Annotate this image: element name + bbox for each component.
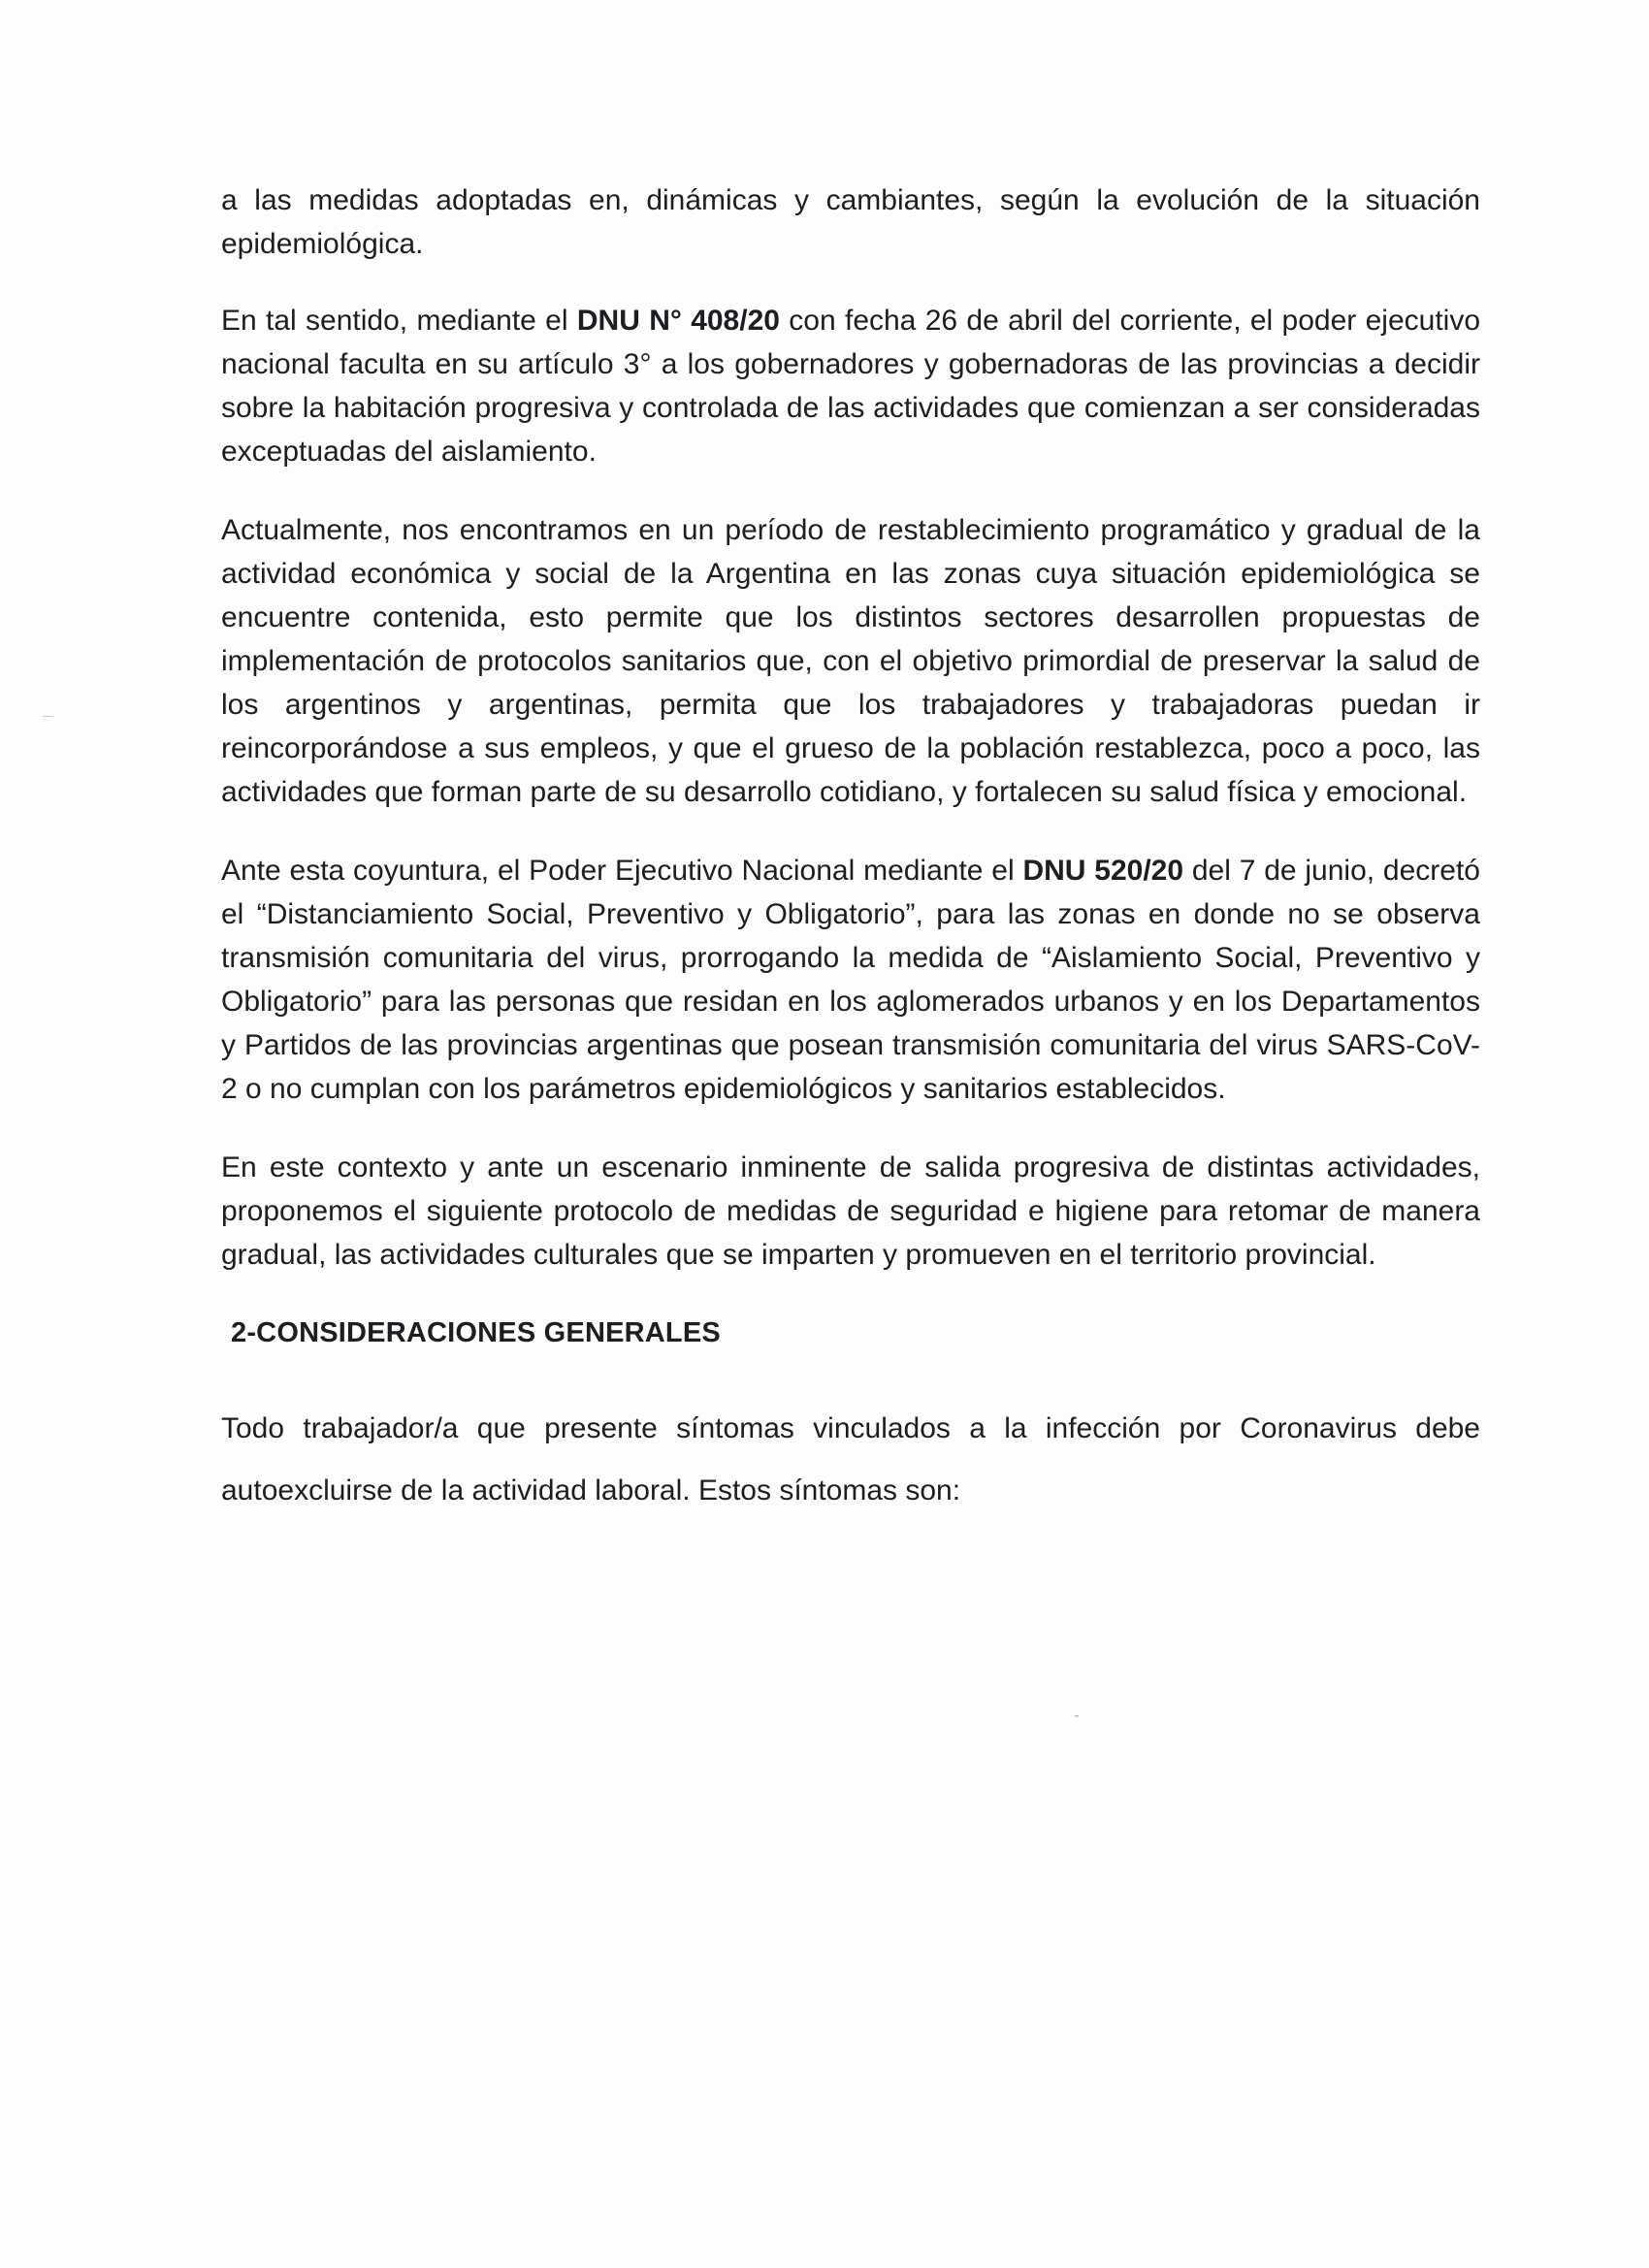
decree-reference: DNU N° 408/20: [576, 305, 780, 337]
paragraph-text: con fecha 26 de abril del corriente, el poder ejecutivo nacional faculta en su artículo 3° a los gobernadores y gobernadoras de las provincias a decidir sobre la habitación progresiva y controlada de las actividades que comienzan a ser consideradas exceptuadas del aislamiento.: [221, 305, 1481, 468]
scan-speck: [43, 716, 52, 717]
paragraph-context: Actualmente, nos encontramos en un período de restablecimiento programático y gradual de la actividad económica y social de la Argentina en las zonas cuya situación epidemiológica se encuentre contenida, esto permite que los distintos sectores desarrollen propuestas de implementación de protocolos sanitarios que, con el objetivo primordial de preservar la salud de los argentinos y argentinas, permita que los trabajadores y trabajadoras puedan ir reincorporándose a sus empleos, y que el grueso de la población restablezca, poco a poco, las actividades que forman parte de su desarrollo cotidiano, y fortalecen su salud física y emocional.: [221, 514, 1480, 808]
scan-speck: [1075, 1715, 1079, 1717]
decree-reference: DNU 520/20: [1022, 855, 1184, 887]
paragraph-intro: a las medidas adoptadas en, dinámicas y cambiantes, según la evolución de la situación epidemiológica.: [221, 184, 1480, 260]
section-heading: 2-CONSIDERACIONES GENERALES: [231, 1317, 721, 1348]
paragraph-text: Ante esta coyuntura, el Poder Ejecutivo Nacional mediante el: [221, 855, 1023, 887]
paragraph-symptoms: Todo trabajador/a que presente síntomas vinculados a la infección por Coronavirus debe autoexcluirse de la actividad laboral. Estos síntomas son:: [221, 1412, 1480, 1507]
paragraph-dnu-408: [221, 299, 1480, 473]
document-body: [221, 178, 1480, 1555]
paragraph-dnu-520: [221, 849, 1480, 1111]
paragraph-text: En tal sentido, mediante el: [221, 305, 577, 337]
paragraph-text: del 7 de junio, decretó el “Distanciamiento Social, Preventivo y Obligatorio”, para las zonas en donde no se observa transmisión comunitaria del virus, prorrogando la medida de “Aislamiento Social, Preventivo y Obligatorio” para las personas que residan en los aglomerados urbanos y en los Departamentos y Partidos de las provincias argentinas que posean transmisión comunitaria del virus SARS-CoV-2 o no cumplan con los parámetros epidemiológicos y sanitarios establecidos.: [221, 855, 1480, 1105]
paragraph-protocol: En este contexto y ante un escenario inminente de salida progresiva de distintas actividades, proponemos el siguiente protocolo de medidas de seguridad e higiene para retomar de manera gradual, las actividades culturales que se imparten y promueven en el territorio provincial.: [221, 1151, 1480, 1271]
